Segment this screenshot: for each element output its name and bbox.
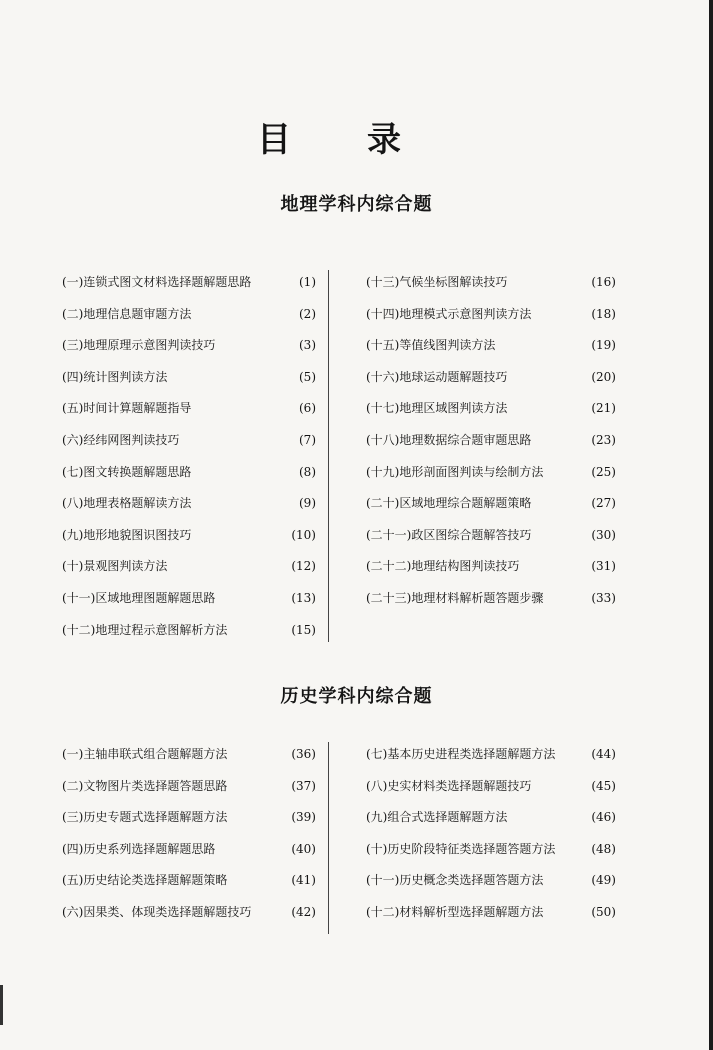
toc-entry-title: (十二)地理过程示意图解析方法 <box>62 622 228 637</box>
toc-entry-title: (二)地理信息题审题方法 <box>62 306 192 321</box>
toc-entry <box>366 430 616 462</box>
toc-entry <box>62 744 316 776</box>
toc-entry <box>62 335 316 367</box>
toc-entry-title: (四)统计图判读方法 <box>62 369 168 384</box>
toc-entry-page: (40) <box>291 841 316 856</box>
toc-entry-title: (八)地理表格题解读方法 <box>62 496 192 511</box>
toc-entry-title: (三)地理原理示意图判读技巧 <box>62 338 216 353</box>
toc-entry-page: (9) <box>299 496 316 511</box>
toc-entry-page: (6) <box>299 401 316 416</box>
toc-entry <box>366 462 616 494</box>
toc-entry <box>62 588 316 620</box>
toc-entry <box>366 335 616 367</box>
toc-entry-title: (四)历史系列选择题解题思路 <box>62 841 216 856</box>
toc-entry-page: (5) <box>299 369 316 384</box>
toc-entry-title: (十七)地理区域图判读方法 <box>366 401 508 416</box>
toc-entry-title: (一)主轴串联式组合题解题方法 <box>62 747 228 761</box>
toc-entry-title: (五)历史结论类选择题解题策略 <box>62 873 228 888</box>
toc-entry-title: (十)景观图判读方法 <box>62 559 168 574</box>
toc-entry-page: (19) <box>591 338 616 353</box>
toc-entry-page: (39) <box>291 810 316 825</box>
toc-entry <box>62 430 316 462</box>
toc-column-left <box>62 744 316 934</box>
toc-entry <box>62 304 316 336</box>
toc-entry-title: (十九)地形剖面图判读与绘制方法 <box>366 464 544 479</box>
section-title-history: 历史学科内综合题 <box>280 686 433 707</box>
toc-entry-page: (37) <box>291 778 316 793</box>
toc-entry-title: (九)地形地貌图识图技巧 <box>62 527 192 542</box>
toc-entry-title: (十八)地理数据综合题审题思路 <box>366 432 532 447</box>
toc-entry-title: (二十二)地理结构图判读技巧 <box>366 559 520 574</box>
toc-entry <box>366 367 616 399</box>
toc-entry-page: (45) <box>591 778 616 793</box>
toc-entry-title: (十四)地理模式示意图判读方法 <box>366 306 532 321</box>
toc-entry-page: (7) <box>299 432 316 447</box>
column-divider <box>328 742 329 934</box>
toc-entry-title: (三)历史专题式选择题解题方法 <box>62 810 228 825</box>
toc-entry <box>62 525 316 557</box>
toc-entry <box>366 556 616 588</box>
toc-entry <box>366 776 616 808</box>
toc-entry-page: (44) <box>591 747 616 761</box>
toc-entry <box>366 807 616 839</box>
page-title <box>0 112 713 162</box>
toc-entry <box>62 620 316 652</box>
toc-entry-title: (十六)地球运动题解题技巧 <box>366 369 508 384</box>
page-title-char: 目 <box>257 120 291 160</box>
toc-column-left <box>62 272 316 651</box>
toc-column-right <box>366 744 616 934</box>
toc-entry <box>366 493 616 525</box>
toc-entry-page: (1) <box>299 275 316 289</box>
toc-entry-title: (十二)材料解析型选择题解题方法 <box>366 904 544 919</box>
toc-entry-page: (23) <box>591 432 616 447</box>
toc-entry-page: (49) <box>591 873 616 888</box>
toc-entry-title: (十一)历史概念类选择题答题方法 <box>366 873 544 888</box>
toc-entry-page: (36) <box>291 747 316 761</box>
toc-entry-page: (13) <box>291 590 316 605</box>
section-title-geography: 地理学科内综合题 <box>280 194 433 215</box>
toc-entry-page: (46) <box>591 810 616 825</box>
toc-entry-page: (12) <box>291 559 316 574</box>
toc-entry <box>62 902 316 934</box>
toc-entry-page: (20) <box>591 369 616 384</box>
toc-entry-title: (一)连锁式图文材料选择题解题思路 <box>62 275 252 289</box>
toc-column-right <box>366 272 616 620</box>
toc-entry <box>62 870 316 902</box>
toc-entry <box>366 398 616 430</box>
toc-entry-page: (27) <box>591 496 616 511</box>
toc-entry <box>62 807 316 839</box>
toc-entry-page: (8) <box>299 464 316 479</box>
toc-entry-page: (30) <box>591 527 616 542</box>
toc-entry-title: (六)经纬网图判读技巧 <box>62 432 180 447</box>
toc-entry-page: (33) <box>591 590 616 605</box>
toc-entry-title: (二)文物图片类选择题答题思路 <box>62 778 228 793</box>
toc-entry-title: (二十)区域地理综合题解题策略 <box>366 496 532 511</box>
toc-entry <box>62 493 316 525</box>
page-title-char: 录 <box>367 120 401 160</box>
toc-entry <box>366 272 616 304</box>
toc-entry-title: (六)因果类、体现类选择题解题技巧 <box>62 904 252 919</box>
toc-entry <box>62 556 316 588</box>
toc-entry-title: (二十一)政区图综合题解答技巧 <box>366 527 532 542</box>
toc-entry-title: (十三)气候坐标图解读技巧 <box>366 275 508 289</box>
toc-entry-title: (五)时间计算题解题指导 <box>62 401 192 416</box>
toc-entry <box>62 776 316 808</box>
toc-entry-page: (18) <box>591 306 616 321</box>
toc-entry-title: (九)组合式选择题解题方法 <box>366 810 508 825</box>
toc-entry-page: (15) <box>291 622 316 637</box>
toc-entry <box>62 462 316 494</box>
toc-entry <box>366 870 616 902</box>
toc-entry-title: (八)史实材料类选择题解题技巧 <box>366 778 532 793</box>
column-divider <box>328 270 329 642</box>
toc-entry-page: (21) <box>591 401 616 416</box>
toc-entry-page: (10) <box>291 527 316 542</box>
toc-entry <box>366 839 616 871</box>
toc-entry <box>366 304 616 336</box>
toc-entry-page: (41) <box>291 873 316 888</box>
toc-entry-title: (十)历史阶段特征类选择题答题方法 <box>366 841 556 856</box>
toc-entry <box>62 367 316 399</box>
toc-entry-title: (七)图文转换题解题思路 <box>62 464 192 479</box>
toc-entry-title: (七)基本历史进程类选择题解题方法 <box>366 747 556 761</box>
toc-entry-page: (31) <box>591 559 616 574</box>
toc-entry-page: (16) <box>591 275 616 289</box>
toc-entry <box>62 272 316 304</box>
toc-entry-title: (十一)区域地理图题解题思路 <box>62 590 216 605</box>
toc-entry <box>366 525 616 557</box>
toc-entry <box>366 744 616 776</box>
toc-entry-page: (3) <box>299 338 316 353</box>
toc-entry-page: (25) <box>591 464 616 479</box>
toc-entry-title: (二十三)地理材料解析题答题步骤 <box>366 590 544 605</box>
toc-entry-page: (48) <box>591 841 616 856</box>
toc-entry <box>366 902 616 934</box>
scan-edge-left <box>0 985 3 1025</box>
toc-entry <box>366 588 616 620</box>
toc-entry-page: (42) <box>291 904 316 919</box>
toc-entry-title: (十五)等值线图判读方法 <box>366 338 496 353</box>
toc-entry-page: (50) <box>591 904 616 919</box>
toc-entry <box>62 398 316 430</box>
toc-entry-page: (2) <box>299 306 316 321</box>
toc-entry <box>62 839 316 871</box>
